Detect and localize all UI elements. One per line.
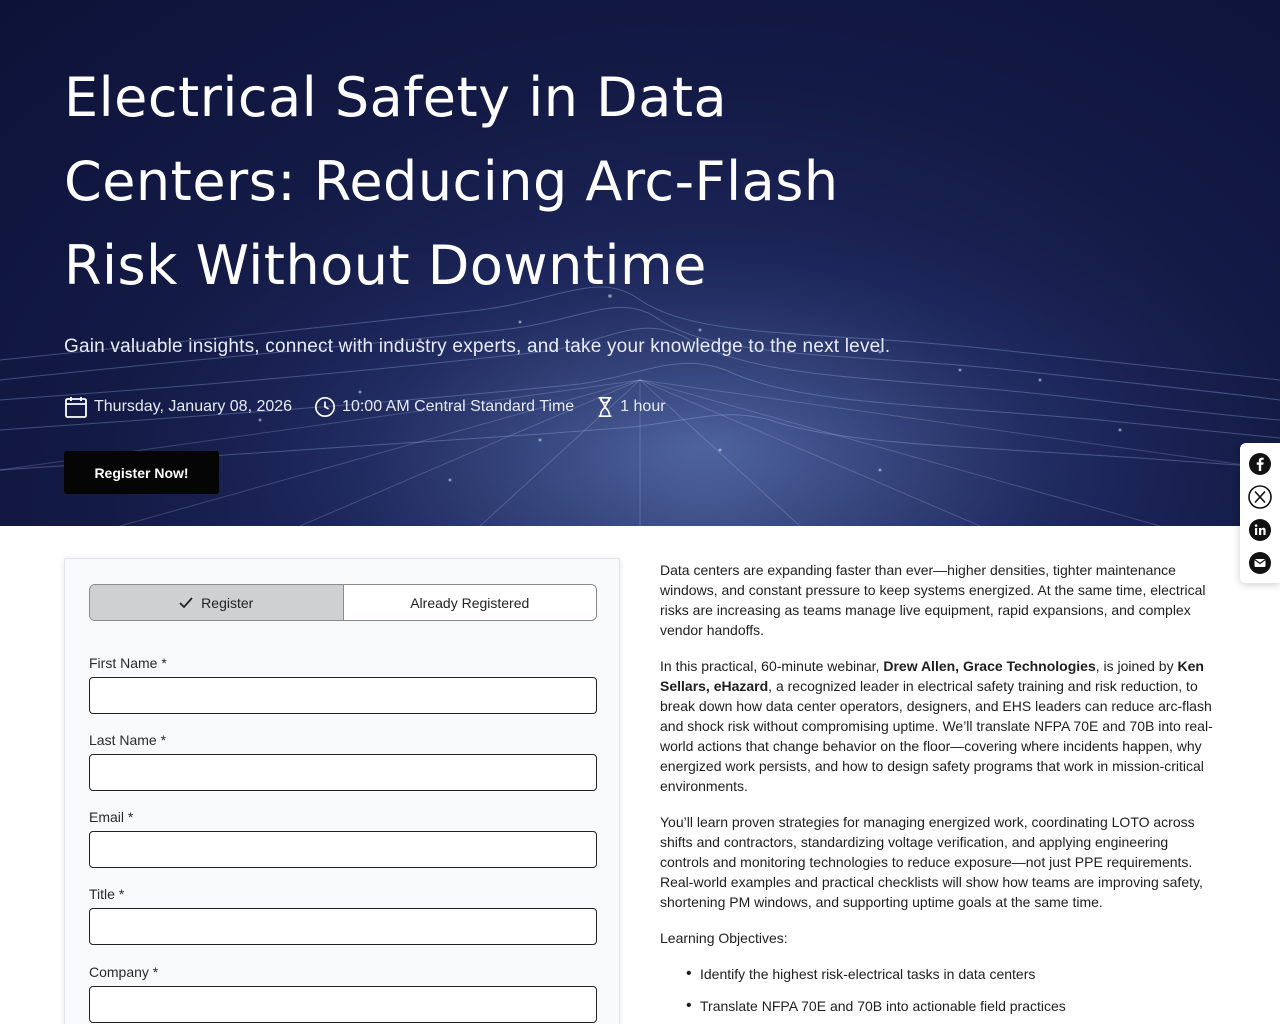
description-paragraph-3: You’ll learn proven strategies for managing energized work, coordinating LOTO across shifts and contractors, standardizing voltage verification, and applying engineering controls and monitoring technologies to reduce exposure—not just PPE requirements. Real-world examples and practical checklists will show how teams are improving safety, shortening PM windows, and supporting uptime goals at the same time. (660, 814, 1203, 910)
last-name-field[interactable] (89, 754, 597, 791)
company-group (89, 964, 597, 1023)
clock-icon (314, 396, 336, 418)
check-icon (179, 597, 193, 609)
p2-joined: , is joined by (1095, 658, 1178, 674)
description-paragraph-2 (660, 656, 1216, 796)
tab-already-registered[interactable] (344, 585, 597, 620)
title-group (89, 886, 597, 945)
list-item: • Identify the highest risk-electrical tasks in data centers (660, 964, 1216, 984)
tab-register[interactable] (90, 585, 344, 620)
facebook-icon[interactable] (1247, 451, 1273, 477)
objectives-list (660, 964, 1216, 1016)
event-date-text: Thursday, January 08, 2026 (94, 398, 293, 415)
event-meta (64, 394, 688, 420)
first-name-group (89, 655, 597, 714)
tab-register-label: Register (201, 594, 254, 611)
objectives-heading: Learning Objectives: (660, 930, 788, 946)
hourglass-icon (596, 396, 614, 418)
hero-subtitle: Gain valuable insights, connect with industry experts, and take your knowledge to the next level. (64, 336, 891, 357)
registration-card (64, 558, 620, 1024)
email-group (89, 809, 597, 868)
first-name-field[interactable] (89, 677, 597, 714)
calendar-icon (64, 395, 88, 419)
register-now-button[interactable]: Register Now! (64, 451, 219, 494)
page-title: Electrical Safety in Data Centers: Reducing Arc-Flash Risk Without Downtime (64, 66, 839, 297)
p2-body: , a recognized leader in electrical safety training and risk reduction, to break down how data center operators, designers, and EHS leaders can reduce arc-flash and shock risk without compromising uptime. We’ll translate NFPA 70E and 70B into real-world actions that change behavior on the floor—covering where incidents happen, why energized work persists, and how to design safety programs that work in mission-critical environments. (660, 678, 1213, 794)
social-share-bar (1240, 443, 1280, 583)
email-field[interactable] (89, 831, 597, 868)
email-label: Email * (89, 809, 134, 825)
list-item: • Translate NFPA 70E and 70B into actionable field practices (660, 996, 1216, 1016)
description-paragraph-1: Data centers are expanding faster than ever—higher densities, tighter maintenance windows, and constant pressure to keep systems energized. At the same time, electrical risks are increasing as teams manage live equipment, rapid expansions, and complex vendor handoffs. (660, 562, 1206, 638)
tab-already-registered-label: Already Registered (410, 594, 530, 611)
p2-intro: In this practical, 60-minute webinar, (660, 658, 884, 674)
event-duration (596, 396, 665, 418)
event-date (64, 395, 292, 419)
last-name-label: Last Name * (89, 732, 167, 748)
title-label: Title * (89, 886, 125, 902)
speaker-2: Ken Sellars, eHazard (660, 658, 1204, 694)
event-time-text: 10:00 AM Central Standard Time (342, 398, 575, 415)
registration-tabs (89, 584, 597, 621)
first-name-label: First Name * (89, 655, 167, 671)
speaker-1: Drew Allen, Grace Technologies (883, 658, 1096, 674)
last-name-group (89, 732, 597, 791)
event-time (314, 396, 574, 418)
x-twitter-icon[interactable] (1247, 484, 1273, 510)
title-field[interactable] (89, 908, 597, 945)
company-label: Company * (89, 964, 159, 980)
company-field[interactable] (89, 986, 597, 1023)
email-icon[interactable] (1247, 550, 1273, 576)
event-description (660, 560, 1216, 1024)
linkedin-icon[interactable] (1247, 517, 1273, 543)
event-duration-text: 1 hour (620, 398, 666, 415)
